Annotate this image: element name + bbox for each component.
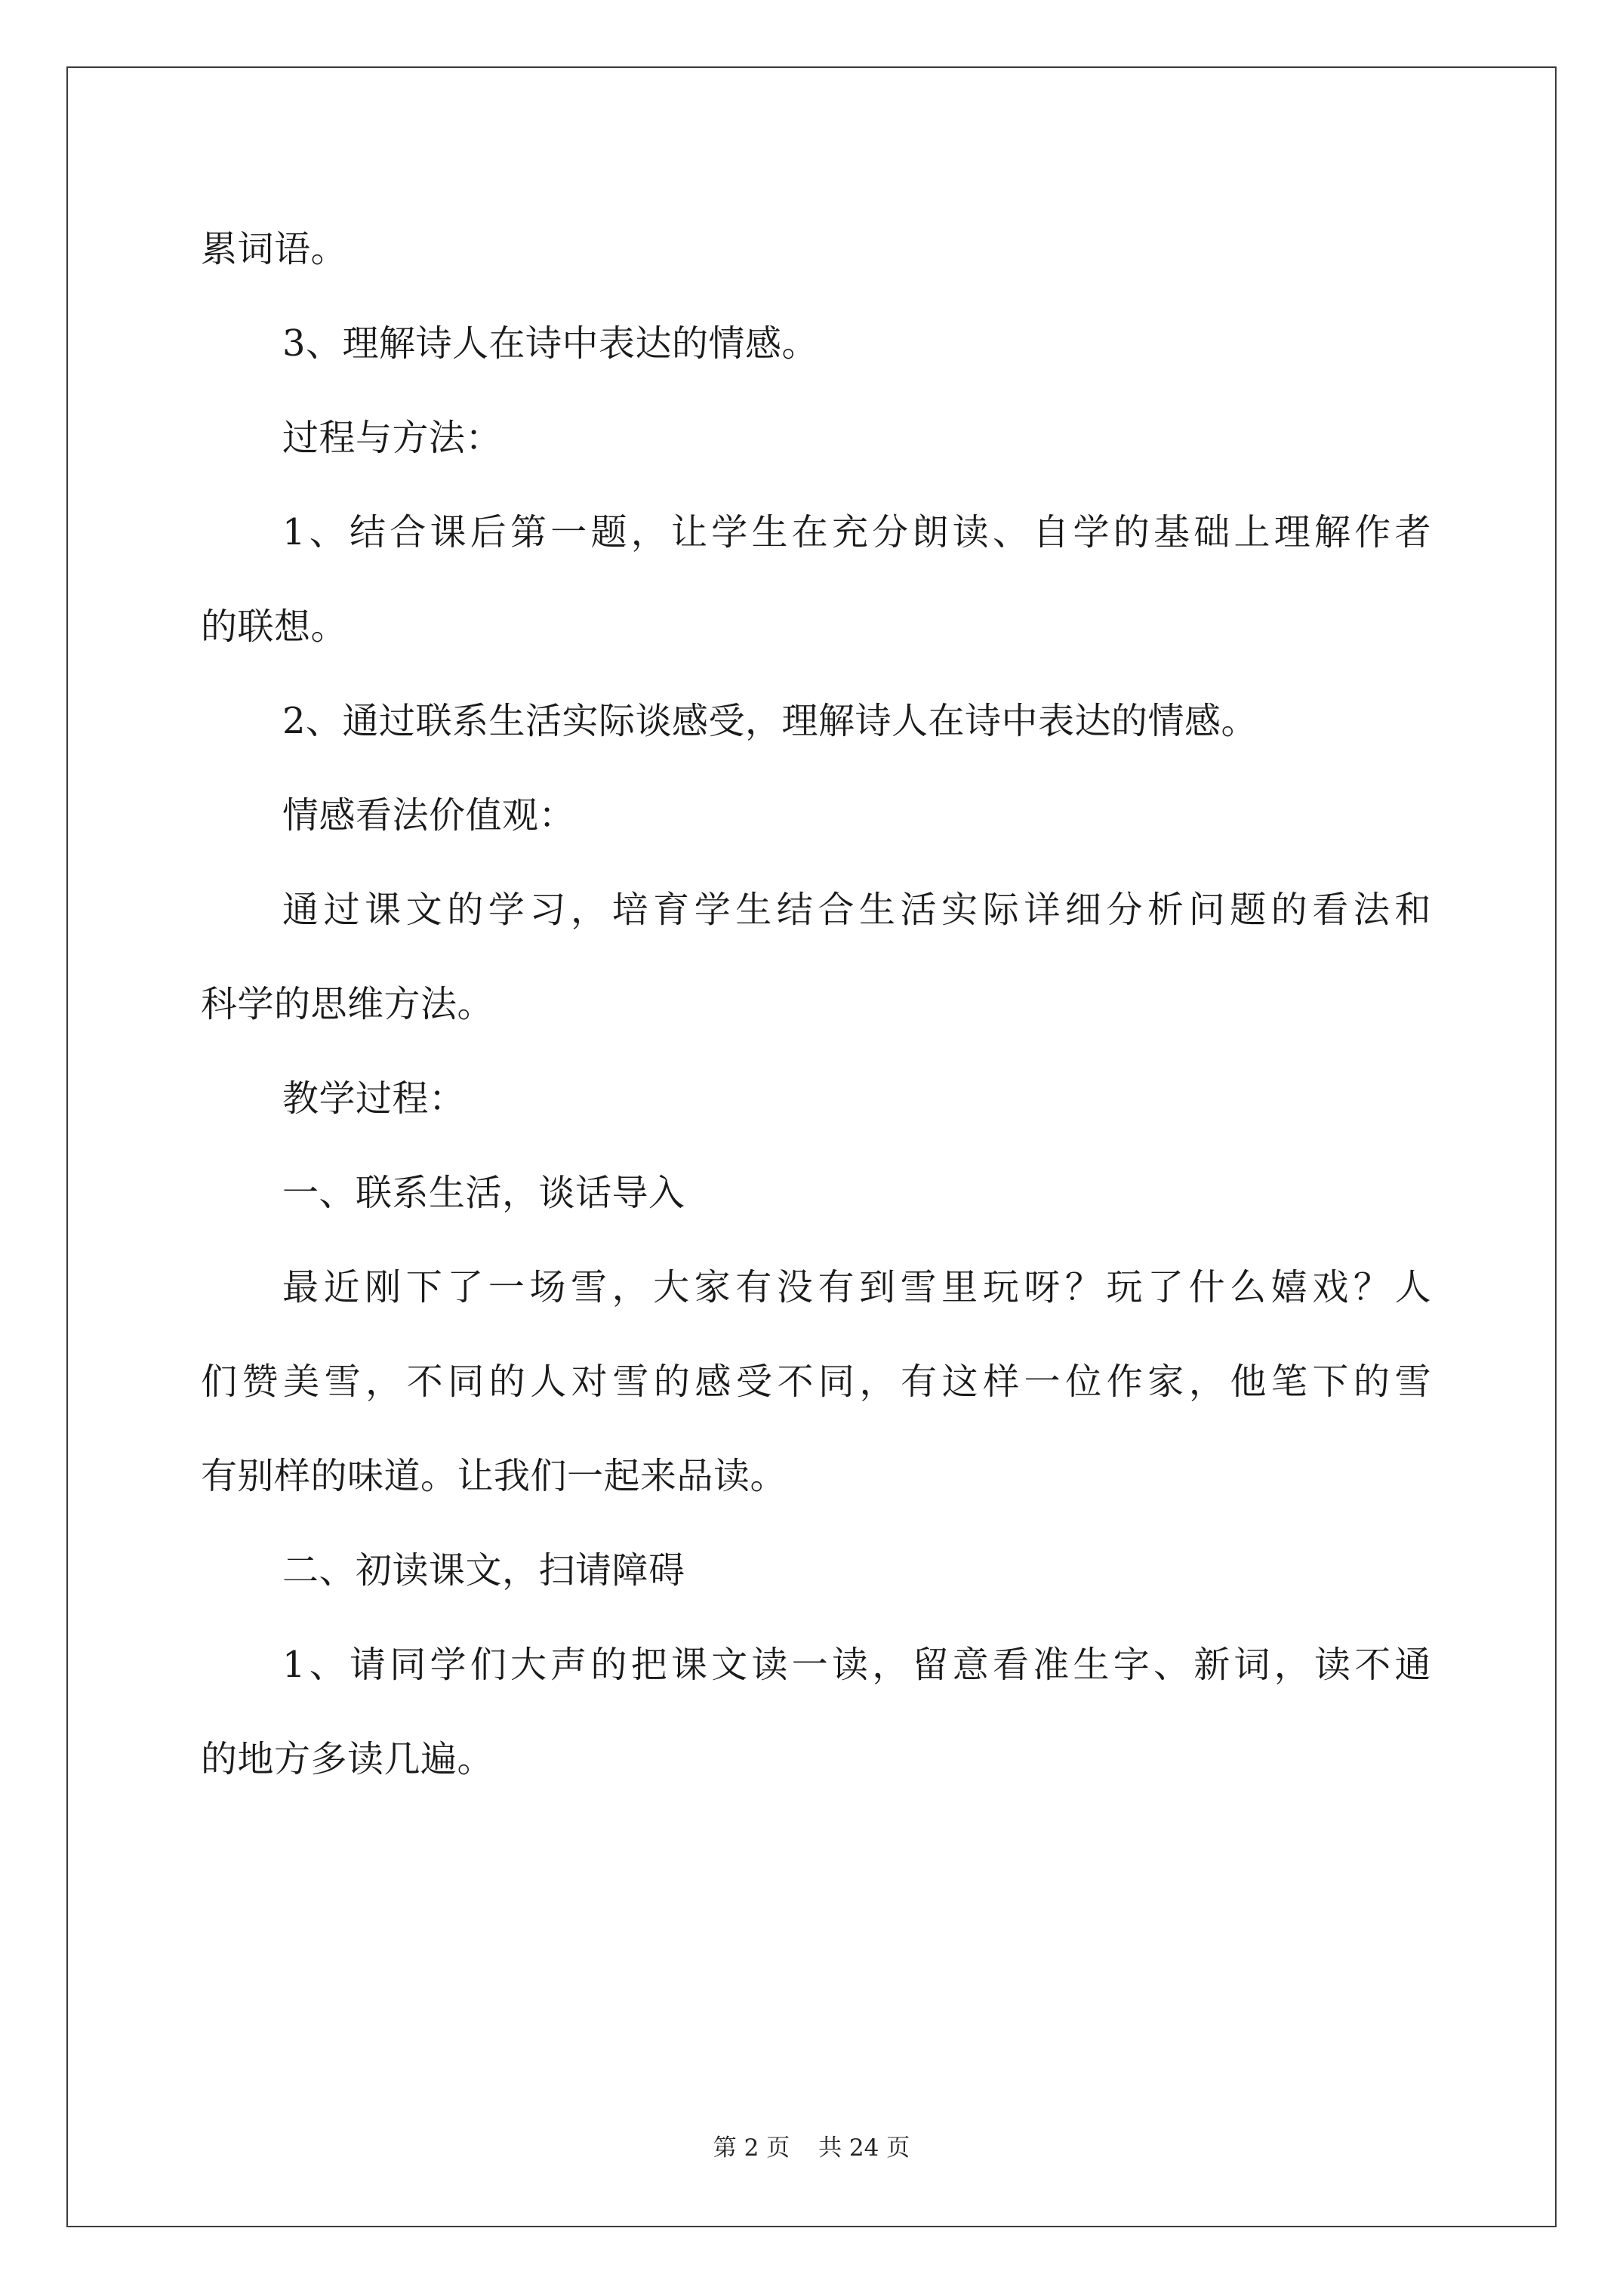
text-line: 累词语。 [201,228,348,270]
text-line: 1、结合课后第一题，让学生在充分朗读、自学的基础上理解作者 [282,511,1431,553]
text-line: 有别样的味道。让我们一起来品读。 [201,1455,787,1497]
text-line: 一、联系生活，谈话导入 [282,1172,685,1214]
text-line: 过程与方法： [282,417,503,459]
text-line: 的联想。 [201,606,348,648]
page-number: 第 2 页 [713,2134,790,2162]
text-line: 二、初读课文，扫请障碍 [282,1549,685,1592]
page-total: 共 24 页 [818,2134,910,2162]
text-line: 们赞美雪，不同的人对雪的感受不同，有这样一位作家，他笔下的雪 [201,1361,1431,1403]
page-footer [0,2133,1623,2163]
text-line: 科学的思维方法。 [201,983,494,1025]
text-line: 情感看法价值观： [282,794,576,837]
text-line: 3、理解诗人在诗中表达的情感。 [282,322,819,365]
text-line: 通过课文的学习，培育学生结合生活实际详细分析问题的看法和 [282,889,1431,931]
text-line: 最近刚下了一场雪，大家有没有到雪里玩呀？玩了什么嬉戏？人 [282,1266,1431,1308]
text-line: 2、通过联系生活实际谈感受，理解诗人在诗中表达的情感。 [282,700,1258,742]
text-line: 1、请同学们大声的把课文读一读，留意看准生字、新词，读不通 [282,1644,1431,1686]
text-line: 的地方多读几遍。 [201,1738,494,1780]
text-line: 教学过程： [282,1077,466,1120]
page-border [66,66,1557,2227]
